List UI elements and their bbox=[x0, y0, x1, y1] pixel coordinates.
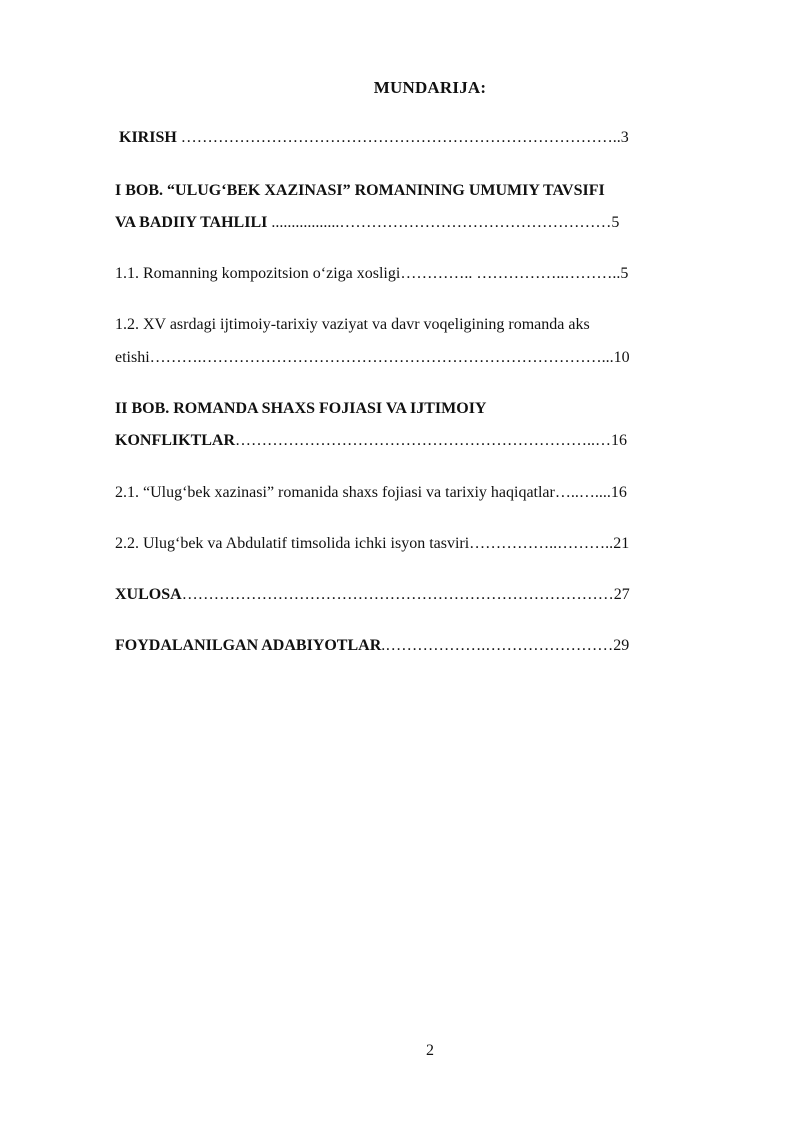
toc-leader-dots: .……………….…………………… bbox=[381, 637, 614, 654]
toc-entry-text: 2.1. “Ulug‘bek xazinasi” romanida shaxs fojiasi va tarixiy haqiqatlar…..….... bbox=[115, 484, 611, 501]
toc-page-number: 16 bbox=[611, 432, 628, 449]
toc-entry-chapter-2 bbox=[115, 431, 720, 451]
toc-page-number: 21 bbox=[613, 535, 630, 552]
toc-page-number: .3 bbox=[616, 129, 629, 146]
toc-chapter-2-title: II BOB. ROMANDA SHAXS FOJIASI VA IJTIMOIY bbox=[115, 400, 487, 417]
toc-leader-dots: ……………………………………………………………………… bbox=[181, 586, 614, 603]
toc-entry-foydalanilgan-adabiyotlar bbox=[115, 636, 720, 656]
toc-page-number: 16 bbox=[610, 484, 627, 501]
toc-entry-label: XULOSA bbox=[115, 586, 182, 603]
toc-leader-dots: .................…………………………………………… bbox=[267, 214, 612, 231]
toc-entry-xulosa bbox=[115, 585, 720, 605]
toc-entry-kirish bbox=[119, 128, 720, 148]
toc-entry-1-1 bbox=[115, 264, 720, 284]
toc-entry-label: KIRISH bbox=[119, 129, 177, 146]
toc-entry-chapter-1 bbox=[115, 213, 720, 233]
toc-leader-dots: ………………………………………………………………………. bbox=[176, 129, 617, 146]
toc-page-number: 10 bbox=[613, 349, 630, 366]
toc-leader-dots: …………………………………………………………..… bbox=[235, 432, 612, 449]
toc-entry-label: FOYDALANILGAN ADABIYOTLAR bbox=[115, 637, 382, 654]
page-title: MUNDARIJA: bbox=[373, 78, 487, 97]
toc-page-number: 29 bbox=[613, 637, 630, 654]
toc-entry-2-1 bbox=[115, 483, 720, 503]
toc-page-number: 5 bbox=[620, 265, 629, 282]
toc-entry-text: etishi……….…………………………………………………………………... bbox=[115, 349, 614, 366]
toc-entry-2-2 bbox=[115, 534, 720, 554]
toc-chapter-1-title: I BOB. “ULUG‘BEK XAZINASI” ROMANINING UMUMIY TAVSIFI bbox=[115, 182, 605, 199]
toc-entry-1-2-line1: 1.2. XV asrdagi ijtimoiy-tarixiy vaziyat va davr voqeligining romanda aks bbox=[115, 316, 590, 333]
toc-entry-text: 1.1. Romanning kompozitsion o‘ziga xosligi………….. ……………..……….. bbox=[115, 265, 621, 282]
toc-entry-label: VA BADIIY TAHLILI bbox=[115, 214, 268, 231]
page-number: 2 bbox=[426, 1042, 434, 1059]
toc-entry-label: KONFLIKTLAR bbox=[115, 432, 236, 449]
toc-entry-1-2 bbox=[115, 348, 720, 368]
toc-page-number: 5 bbox=[611, 214, 620, 231]
toc-entry-text: 2.2. Ulug‘bek va Abdulatif timsolida ichki isyon tasviri……………..……….. bbox=[115, 535, 614, 552]
toc-page-number: 27 bbox=[613, 586, 630, 603]
